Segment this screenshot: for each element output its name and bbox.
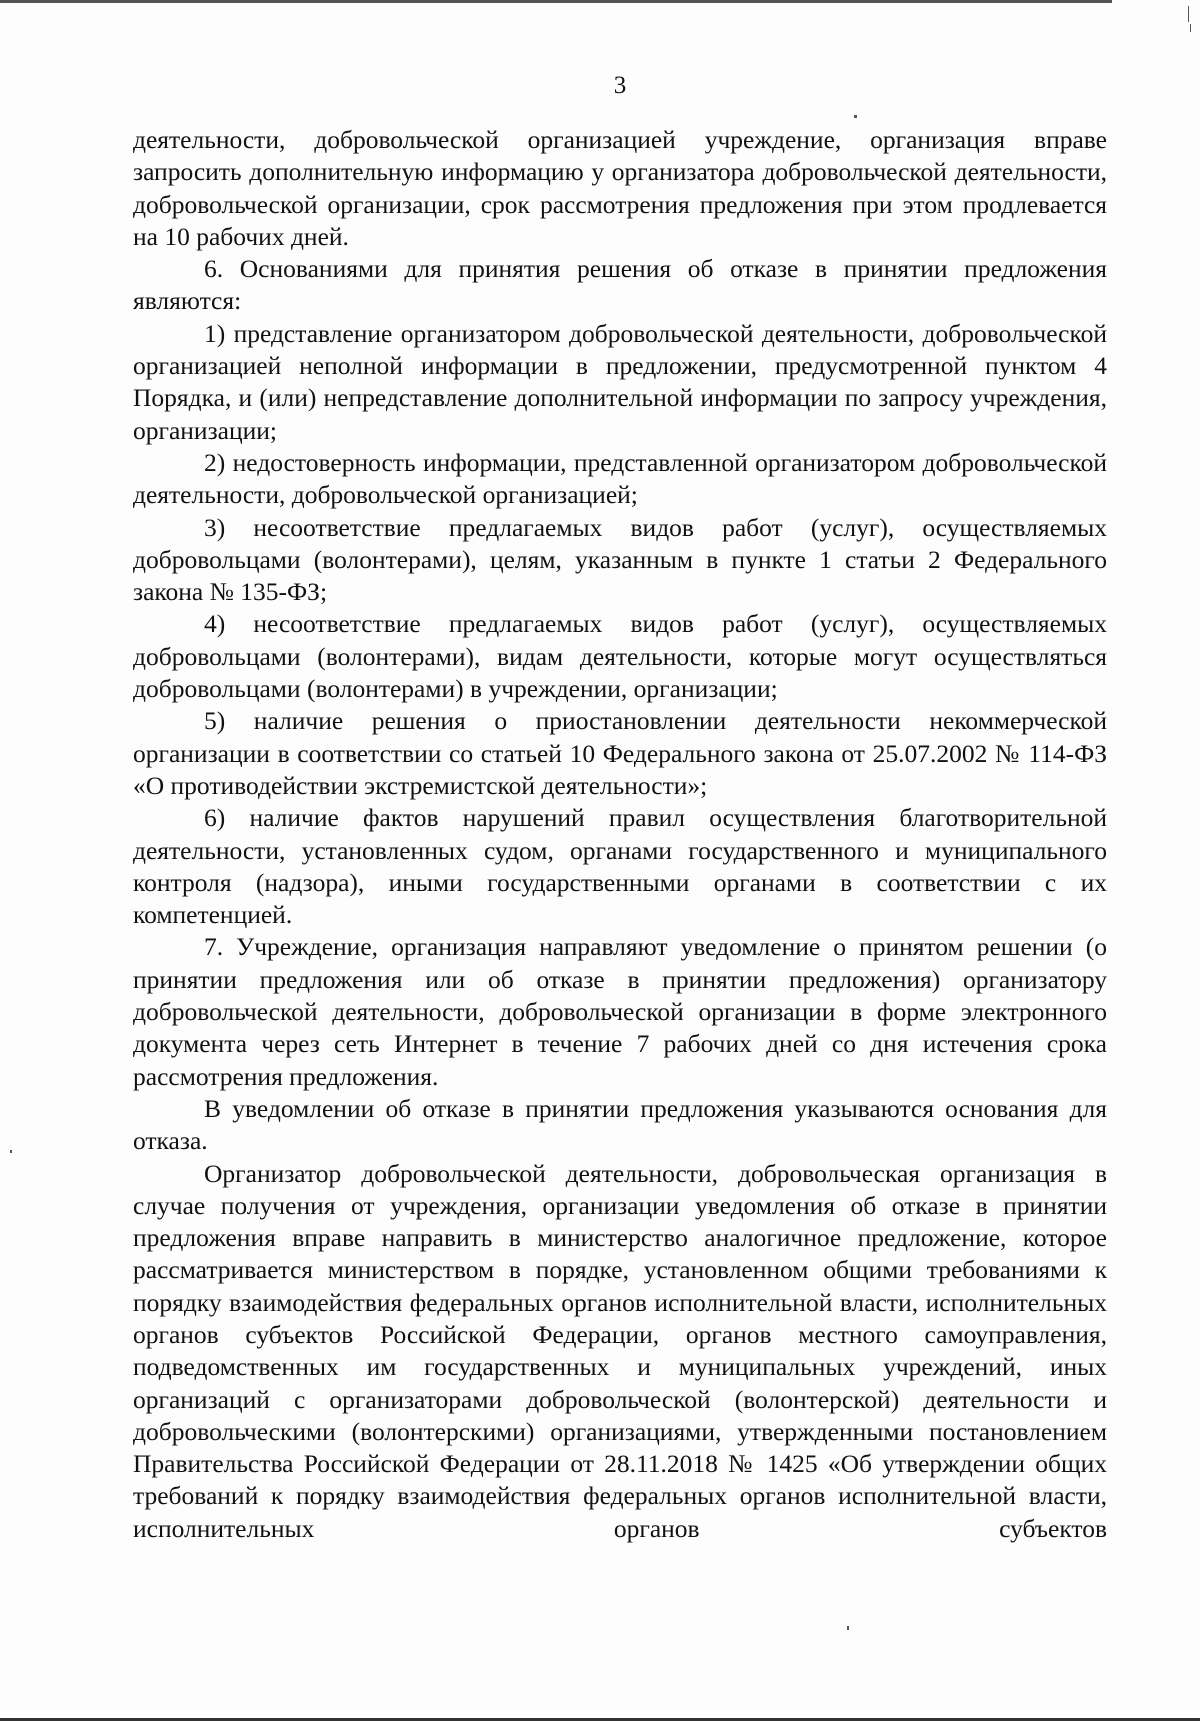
paragraph-subitem-4: 4) несоответствие предлагаемых видов работ (услуг), осуществляемых добровольцами (волонтерами), видам деятельности, которые могут осуществляться добровольцами (волонтерами) в учреждении, организации; <box>133 609 1107 704</box>
paragraph-subitem-6: 6) наличие фактов нарушений правил осуществления благотворительной деятельности, установленных судом, органами государственного и муниципального контроля (надзора), иными государственными органами в соответствии с их компетенцией. <box>133 803 1107 930</box>
paragraph-continuation: деятельности, добровольческой организацией учреждение, организация вправе запросить дополнительную информацию у организатора добровольческой деятельности, добровольческой организации, срок рассмотрения предложения при этом продлевается на 10 рабочих дней. <box>133 125 1107 251</box>
scan-speck <box>1190 24 1191 32</box>
scan-top-edge <box>0 0 1112 3</box>
paragraph-refusal-notice: В уведомлении об отказе в принятии предложения указываются основания для отказа. <box>133 1093 1107 1156</box>
scan-speck <box>847 1626 849 1630</box>
page-number: 3 <box>613 72 627 99</box>
paragraph-item-6: 6. Основаниями для принятия решения об отказе в принятии предложения являются: <box>133 254 1107 316</box>
scan-speck <box>1188 6 1189 22</box>
paragraph-subitem-1: 1) представление организатором добровольческой деятельности, добровольческой организацией неполной информации в предложении, предусмотренной пунктом 4 Порядка, и (или) непредставление дополнительной информации по запросу учреждения, организации; <box>133 318 1107 445</box>
paragraph-subitem-2: 2) недостоверность информации, представленной организатором добровольческой деятельности, добровольческой организацией; <box>133 447 1107 510</box>
document-body <box>133 124 1107 1545</box>
paragraph-organizer-appeal: Организатор добровольческой деятельности, добровольческая организация в случае получения от учреждения, организации уведомления об отказе в принятии предложения вправе направить в министерство аналогичное предложение, которое рассматривается министерством в порядке, установленном общими требованиями к порядку взаимодействия федеральных органов исполнительной власти, исполнительных органов субъектов Российской Федерации, органов местного самоуправления, подведомственных им государственных и муниципальных учреждений, иных организаций с организаторами добровольческой (волонтерской) деятельности и добровольческими (волонтерскими) организациями, утвержденными постановлением Правительства Российской Федерации от 28.11.2018 № 1425 «Об утверждении общих требований к порядку взаимодействия федеральных органов исполнительной власти, исполнительных органов субъектов <box>133 1158 1107 1543</box>
paragraph-subitem-5: 5) наличие решения о приостановлении деятельности некоммерческой организации в соответствии со статьей 10 Федерального закона от 25.07.2002 № 114-ФЗ «О противодействии экстремистской деятельности»; <box>133 706 1107 800</box>
paragraph-item-7: 7. Учреждение, организация направляют уведомление о принятом решении (о принятии предложения или об отказе в принятии предложения) организатору добровольческой деятельности, добровольческой организации в форме электронного документа через сеть Интернет в течение 7 рабочих дней со дня истечения срока рассмотрения предложения. <box>133 932 1107 1091</box>
paragraph-subitem-3: 3) несоответствие предлагаемых видов работ (услуг), осуществляемых добровольцами (волонтерами), целям, указанным в пункте 1 статьи 2 Федерального закона № 135-ФЗ; <box>133 512 1107 607</box>
scan-speck <box>854 115 857 118</box>
scan-speck <box>10 1150 12 1153</box>
